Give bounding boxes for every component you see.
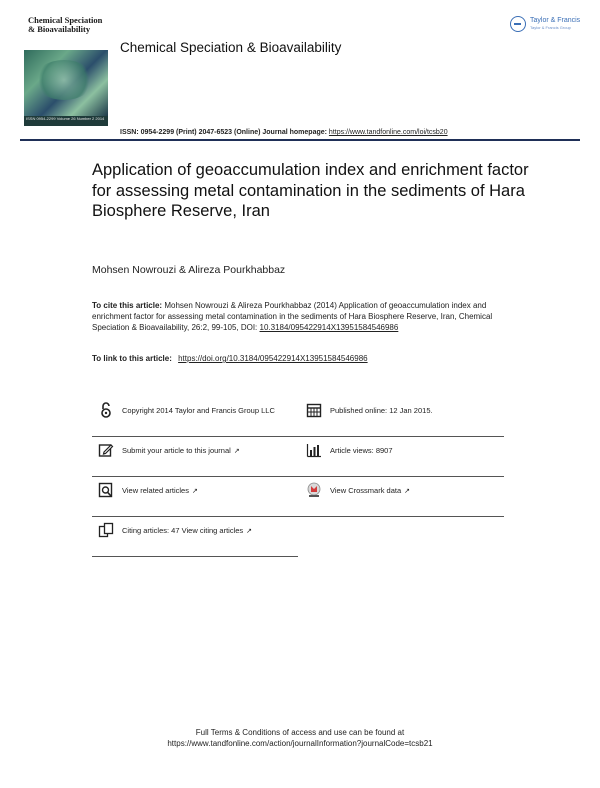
views-text: Article views: 8907 — [330, 446, 393, 455]
published-cell — [306, 402, 502, 418]
submit-label: Submit your article to this journal — [122, 446, 231, 455]
cite-label: To cite this article: — [92, 301, 163, 310]
grid-divider — [92, 556, 298, 557]
publisher-logo-icon — [510, 16, 526, 32]
search-document-icon — [98, 482, 114, 498]
issn-line — [120, 129, 448, 136]
bar-chart-icon — [306, 442, 322, 458]
publisher-name: Taylor & Francis — [530, 17, 581, 24]
crossmark-link[interactable] — [306, 482, 502, 498]
journal-cover — [24, 14, 108, 126]
crossmark-icon — [306, 482, 322, 498]
related-text — [122, 482, 198, 496]
published-text: Published online: 12 Jan 2015. — [330, 406, 433, 415]
footer-url[interactable]: https://www.tandfonline.com/action/journalInformation?journalCode=tcsb21 — [167, 739, 433, 748]
external-link-icon: ↗ — [191, 488, 198, 495]
citation-block — [92, 300, 512, 333]
publisher-logo[interactable] — [510, 16, 580, 32]
copy-documents-icon — [98, 522, 114, 538]
edit-icon — [98, 442, 114, 458]
publisher-group: Taylor & Francis Group — [530, 25, 571, 30]
citing-label: Citing articles: 47 View citing articles — [122, 526, 244, 535]
grid-divider — [92, 516, 504, 517]
footer — [0, 727, 600, 749]
external-link-icon: ↗ — [233, 448, 240, 455]
citing-text — [122, 522, 252, 536]
cover-footer: ISSN 0954-2299 Volume 26 Number 2 2014 — [26, 116, 105, 121]
journal-homepage-link[interactable]: https://www.tandfonline.com/loi/tcsb20 — [328, 129, 448, 136]
related-articles-link[interactable] — [98, 482, 294, 498]
cite-text: Mohsen Nowrouzi & Alireza Pourkhabbaz (2014) Application of geoaccumulation index and enrichment factor for assessing metal contamination in the sediments of Hara Biosphere Reserve, Iran, Chemical Speciation & Bioavailability, 26:2, 99-105, DOI: — [92, 301, 493, 332]
grid-divider — [92, 476, 504, 477]
open-access-lock-icon — [98, 402, 114, 418]
copyright-text: Copyright 2014 Taylor and Francis Group LLC — [122, 406, 275, 415]
calendar-icon — [306, 402, 322, 418]
article-doi-link[interactable]: https://doi.org/10.3184/095422914X13951584546986 — [178, 354, 368, 363]
views-cell — [306, 442, 502, 458]
article-authors: Mohsen Nowrouzi & Alireza Pourkhabbaz — [92, 264, 286, 276]
footer-terms: Full Terms & Conditions of access and use can be found at — [195, 728, 405, 737]
related-label: View related articles — [122, 486, 189, 495]
cite-doi-link[interactable]: 10.3184/095422914X13951584546986 — [259, 323, 399, 332]
external-link-icon: ↗ — [404, 488, 411, 495]
journal-title: Chemical Speciation & Bioavailability — [120, 40, 342, 55]
cover-image-detail — [34, 60, 94, 100]
article-title: Application of geoaccumulation index and enrichment factor for assessing metal contamination in the sediments of Hara Biosphere Reserve, Iran — [92, 161, 529, 220]
link-label: To link to this article: — [92, 354, 172, 363]
header-divider — [20, 139, 580, 141]
external-link-icon: ↗ — [246, 528, 253, 535]
cover-title: Chemical Speciation & Bioavailability — [28, 15, 103, 34]
submit-article-link[interactable] — [98, 442, 294, 458]
publisher-logo-text — [530, 17, 580, 31]
submit-text — [122, 442, 240, 456]
copyright-cell — [98, 402, 294, 418]
issn-label: ISSN: 0954-2299 (Print) 2047-6523 (Online) Journal homepage: — [120, 129, 327, 136]
article-link-line — [92, 354, 368, 363]
citing-articles-link[interactable] — [98, 522, 294, 538]
crossmark-text — [330, 482, 410, 496]
crossmark-label: View Crossmark data — [330, 486, 402, 495]
grid-divider — [92, 436, 504, 437]
